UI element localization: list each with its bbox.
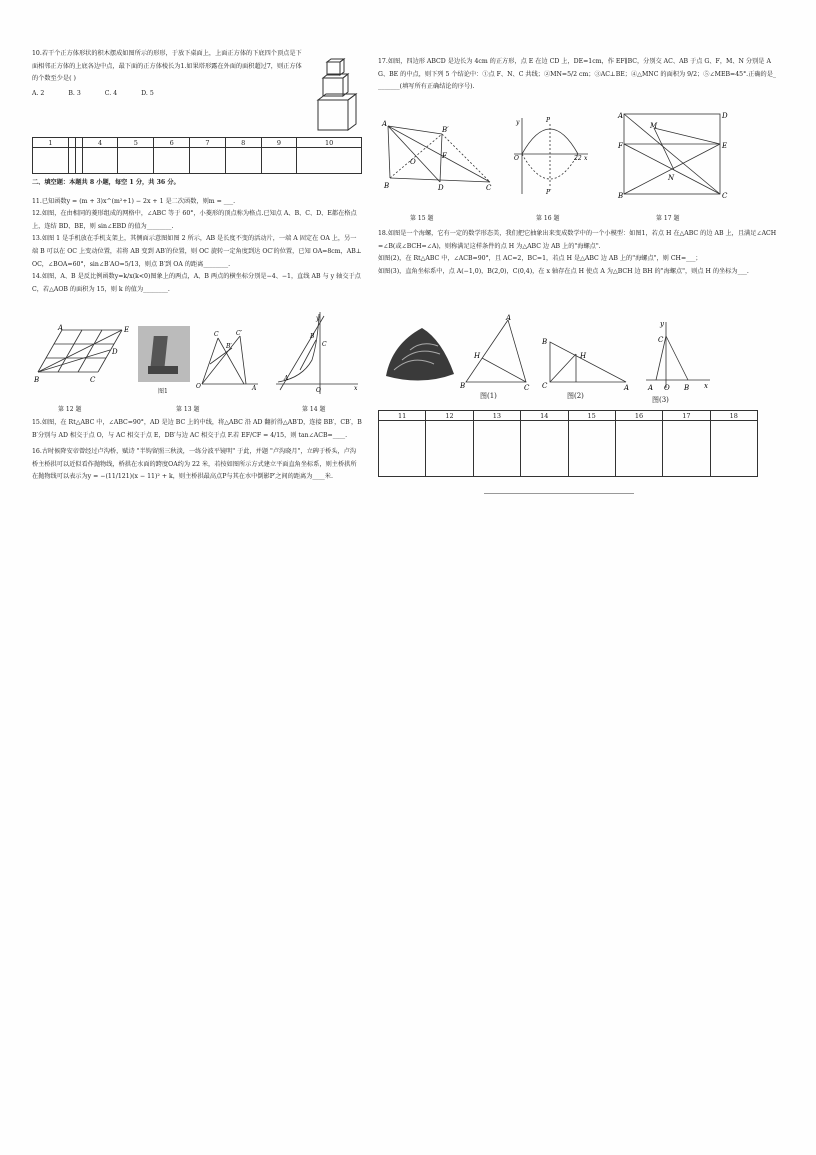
grid-cell: 9 [261, 138, 297, 148]
question-16: 16.古时候降安帝曾经过卢沟桥，赋诗 "半钩留照三秋淡，一练分波平镜明" 于此，并题 "卢沟晓月"，立碑于桥头，卢沟桥主桥拱可以近似看作抛物线，桥拱在水面的跨度OA约为 22 米，若按如图所示方式建立平面直角坐标系，则主桥拱所在抛物线可以表示为y = −(11/121)(x − 11)² + k，则主桥拱最高点P与其在水中倒影P′之间的距离为____米. [32, 448, 357, 481]
grid-cell: 12 [426, 411, 473, 421]
caption-q16: 第 16 题 [536, 215, 560, 222]
figure-15-diagram [380, 118, 496, 196]
svg-text:C: C [524, 384, 530, 392]
svg-text:H: H [580, 352, 587, 360]
svg-text:O: O [514, 155, 519, 162]
option-b: B. 3 [68, 89, 81, 97]
grid-cell: 15 [568, 411, 615, 421]
svg-text:B′: B′ [226, 343, 232, 350]
svg-text:O: O [410, 158, 416, 166]
svg-text:y: y [516, 119, 520, 126]
figure-18-3 [644, 318, 712, 392]
svg-text:A: A [382, 120, 388, 128]
grid-cell: 16 [615, 411, 662, 421]
grid-cell: 10 [297, 138, 362, 148]
svg-text:F: F [618, 142, 623, 150]
svg-text:O: O [664, 384, 670, 392]
stacked-cubes-figure [308, 52, 364, 132]
svg-text:A: A [648, 384, 654, 392]
svg-text:E: E [124, 326, 130, 334]
question-13: 13.如图 1 是手机放在手机支架上，其侧面示意图如图 2 所示，AB 是长度不变的活动片，一端 A 固定在 OA 上，另一端 B 可以在 OC 上变动位置，若将 AB 变到 AB′的位置，则 OC 旋转一定角度到达 OC′的位置，已知 OA=8cm，AB⊥OC，∠BOA=60°，sin∠B′AO=5/13，则点 B′到 OA 的距离________. [32, 235, 362, 268]
answer-grid-1 [32, 137, 362, 174]
grid-cell: 6 [154, 138, 190, 148]
svg-text:D: D [112, 348, 118, 356]
figure-18-2 [540, 334, 632, 390]
svg-text:C: C [214, 331, 219, 338]
caption-q15: 第 15 题 [410, 215, 434, 222]
svg-text:H: H [474, 352, 481, 360]
figure-18-1 [460, 314, 532, 392]
figure-16-parabola [510, 114, 590, 196]
svg-text:D: D [722, 112, 728, 120]
question-11: 11.已知函数y = (m + 3)x^(m²+1) − 2x + 1 是二次函数，则m = ___. [32, 197, 236, 205]
caption-q17: 第 17 题 [656, 215, 680, 222]
svg-text:C: C [486, 184, 492, 192]
svg-text:F: F [442, 152, 447, 160]
phone-stand-base [148, 366, 178, 374]
grid-cell: 1 [33, 138, 69, 148]
grid-cell [75, 138, 82, 148]
grid-cell: 8 [225, 138, 261, 148]
svg-text:B: B [460, 382, 466, 390]
grid-cell: 11 [379, 411, 426, 421]
svg-text:C: C [322, 341, 327, 348]
conch-shell-image [382, 324, 458, 386]
svg-text:O: O [316, 387, 321, 394]
caption-q14: 第 14 题 [302, 406, 326, 413]
question-12: 12.如图，在由相同的菱形组成的网格中，∠ABC 等于 60°，小菱形的顶点称为格点.已知点 A、B、C、D、E都在格点上，连结 BD、BE，则 sin∠EBD 的值为________. [32, 210, 357, 230]
svg-text:x: x [584, 155, 588, 162]
question-17: 17.如图，四边形 ABCD 是边长为 4cm 的正方形，点 E 在边 CD 上，DE=1cm，作 EF∥BC，分别交 AC、AB 于点 G、F，M、N 分别是 AG、BE 的中点，则下列 5 个结论中：①点 F、N、C 共线；②MN=5/2 cm；③AC⊥BE；④△MNC 的面积为 9/2；⑤∠MEB=45°.正确的是________(填写所有正确结论的序号). [378, 58, 776, 91]
svg-text:A: A [284, 375, 289, 382]
left-fill-section [32, 177, 362, 296]
svg-text:B: B [384, 182, 390, 190]
svg-text:x: x [704, 382, 708, 390]
svg-text:22: 22 [574, 155, 582, 162]
answer-grid-1-blank-row [33, 148, 362, 174]
svg-text:B: B [34, 376, 40, 384]
fig18-1-label: 图(1) [480, 392, 497, 400]
option-c: C. 4 [104, 89, 118, 97]
figure-12-rhombus-grid [34, 322, 134, 390]
answer-grid-2-header [379, 411, 758, 421]
answer-grid-2 [378, 410, 758, 477]
grid-cell: 17 [663, 411, 710, 421]
svg-text:B: B [310, 333, 315, 340]
svg-text:x: x [354, 385, 358, 392]
svg-text:P: P [546, 117, 551, 124]
option-a: A. 2 [32, 89, 45, 97]
question-18: 18.如图是一个海螺，它有一定的数学形态美，我们把它抽象出来变成数学中的一个小模型：如图1，若点 H 在△ABC 的边 AB 上，且满足∠ACH=∠B(或∠BCH=∠A)，则称满足这样条件的点 H 为△ABC 边 AB 上的"海螺点". [378, 230, 777, 250]
option-d: D. 5 [141, 89, 154, 97]
question-18-part-3: 如图(3)，直角坐标系中，点 A(−1,0)，B(2,0)，C(0,4)，在 x 轴存在点 H 使点 A 为△BCH 边 BH 的"海螺点"，则点 H 的坐标为___. [378, 267, 749, 275]
footer-rule [484, 493, 634, 494]
svg-text:A: A [252, 385, 257, 390]
section-2-heading: 二、填空题：本题共 8 小题，每空 1 分，共 36 分。 [32, 179, 180, 186]
svg-text:C: C [658, 336, 664, 344]
svg-text:A: A [58, 324, 64, 332]
svg-text:M: M [650, 122, 658, 130]
question-18-part-2: 如图(2)，在 Rt△ABC 中，∠ACB=90°，且 AC=2，BC=1，若点 H 是△ABC 边 AB 上的"海螺点"，则 CH=___； [378, 255, 702, 263]
left-q15-q16 [32, 417, 362, 484]
svg-text:B′: B′ [442, 126, 449, 134]
svg-text:B: B [684, 384, 690, 392]
svg-text:B: B [618, 192, 624, 200]
question-15: 15.如图，在 Rt△ABC 中，∠ABC=90°，AD 是边 BC 上的中线，将△ABC 沿 AD 翻折得△AB′D，连接 BB′，CB′，BB′分别与 AD 相交于点 O，与 AC 相交于点 E，DB′与边 AC 相交于点 F.若 EF/CF = 4/15，则 tan∠ACB=____. [32, 419, 362, 439]
svg-text:C: C [722, 192, 728, 200]
figure-17-square [616, 108, 732, 200]
phone-stand-shape [150, 336, 168, 370]
svg-text:A: A [624, 384, 630, 390]
caption-q13: 第 13 题 [176, 406, 200, 413]
svg-text:A: A [506, 314, 512, 322]
grid-cell: 14 [521, 411, 568, 421]
svg-text:N: N [668, 174, 675, 182]
grid-cell [68, 138, 75, 148]
phone-stand-photo [138, 326, 190, 382]
answer-grid-1-header [33, 138, 362, 148]
svg-text:B: B [542, 338, 548, 346]
grid-cell: 4 [82, 138, 118, 148]
svg-text:C′: C′ [236, 330, 242, 337]
grid-cell: 7 [190, 138, 226, 148]
question-10: 10.若干个正方体形状的积木摆成如图所示的形形，于放下桌面上，上面正方体的下底四个顶点是下面相邻正方体的上底各边中点，最下面的正方体棱长为1.如果塔形露在外面的面积超过7，则正方体的个数至少是( ) [32, 50, 302, 83]
figure-13-diagram [196, 328, 262, 390]
svg-text:E: E [722, 142, 728, 150]
svg-text:O: O [196, 383, 201, 390]
figure-14-graph [272, 310, 360, 396]
svg-text:C: C [90, 376, 96, 384]
grid-cell: 13 [473, 411, 520, 421]
grid-cell: 18 [710, 411, 757, 421]
answer-grid-2-blank-row [379, 421, 758, 477]
svg-text:A: A [618, 112, 624, 120]
caption-fig1: 图1 [158, 388, 168, 395]
svg-text:D: D [438, 184, 444, 192]
svg-text:y: y [660, 320, 664, 328]
svg-text:P′: P′ [546, 189, 552, 196]
question-14: 14.如图，A、B 是反比例函数y=k/x(k<0)图象上的两点，A、B 两点的横坐标分别是−4、−1，直线 AB 与 y 轴交于点 C，若△AOB 的面积为 15，则 k 的值为________. [32, 273, 361, 293]
caption-q12: 第 12 题 [58, 406, 82, 413]
fig18-3-label: 图(3) [652, 396, 669, 404]
svg-text:C: C [542, 382, 548, 390]
right-column [378, 56, 778, 94]
grid-cell: 5 [118, 138, 154, 148]
right-q18 [378, 228, 778, 278]
fig18-2-label: 图(2) [567, 392, 584, 400]
svg-text:y: y [316, 315, 320, 322]
